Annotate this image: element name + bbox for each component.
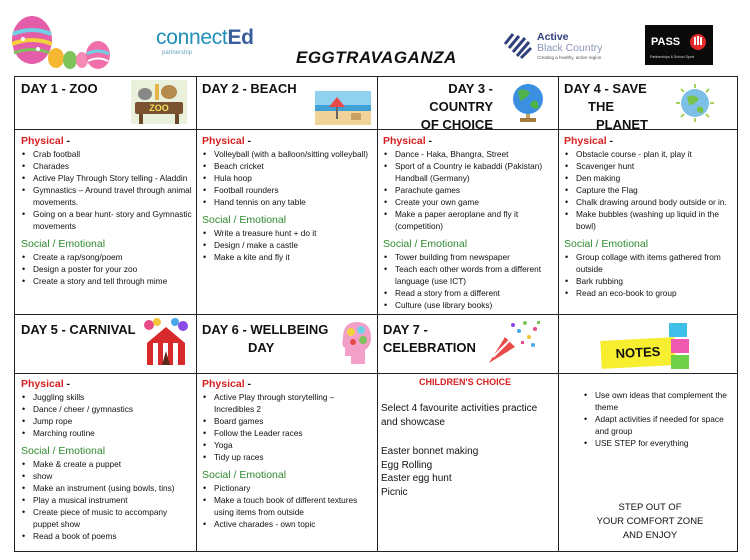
sticky-note-pink bbox=[671, 339, 689, 353]
day-2-activities bbox=[202, 135, 374, 263]
social-heading: Social / Emotional bbox=[21, 238, 106, 250]
social-item: • Play a musical instrument bbox=[21, 494, 193, 506]
physical-heading: Physical - bbox=[202, 378, 252, 390]
physical-item: • Crab football bbox=[21, 148, 193, 160]
celebration-activity: Picnic bbox=[381, 486, 408, 498]
pass-hand-icon bbox=[689, 33, 707, 51]
physical-item: • Tidy up races bbox=[202, 451, 374, 463]
physical-item: • Beach cricket bbox=[202, 160, 374, 172]
social-item: • Design / make a castle bbox=[202, 239, 374, 251]
day-6-activities bbox=[202, 378, 374, 530]
social-item: • Tower building from newspaper bbox=[383, 251, 555, 263]
social-item: • Make an instrument (using bowls, tins) bbox=[21, 482, 193, 494]
physical-item: • Marching routine bbox=[21, 427, 193, 439]
col-divider bbox=[377, 77, 378, 551]
abc-stripes-icon bbox=[503, 30, 533, 60]
social-list bbox=[202, 482, 374, 530]
social-item: • Create a rap/song/poem bbox=[21, 251, 193, 263]
notes-item: • USE STEP for everything bbox=[583, 437, 735, 449]
party-popper-icon bbox=[485, 317, 545, 367]
social-list bbox=[564, 251, 736, 299]
day-4-activities bbox=[564, 135, 736, 299]
social-list bbox=[21, 251, 193, 287]
physical-item: • Capture the Flag bbox=[564, 184, 736, 196]
physical-item: • Dance - Haka, Bhangra, Street bbox=[383, 148, 555, 160]
physical-item: • Juggling skills bbox=[21, 391, 193, 403]
physical-heading: Physical - bbox=[564, 135, 614, 147]
easter-eggs-logo bbox=[8, 14, 112, 70]
social-heading: Social / Emotional bbox=[383, 238, 468, 250]
sticky-note-green bbox=[671, 355, 689, 369]
social-heading: Social / Emotional bbox=[202, 469, 287, 481]
zoo-sign-icon bbox=[131, 80, 187, 124]
social-item: • Active charades - own topic bbox=[202, 518, 374, 530]
row-divider bbox=[15, 373, 737, 374]
social-item: • show bbox=[21, 470, 193, 482]
celebration-activity: Easter egg hunt bbox=[381, 473, 452, 484]
physical-list bbox=[564, 148, 736, 232]
day-7-intro: Select 4 favourite activities practice and showcase bbox=[381, 403, 538, 428]
save-planet-icon bbox=[675, 83, 715, 123]
social-item: • Read a story from a different bbox=[383, 287, 555, 299]
physical-list bbox=[21, 391, 193, 439]
social-item: • Teach each other words from a different language (use ICT) bbox=[383, 263, 555, 287]
notes-list bbox=[583, 389, 735, 449]
day-7-extras bbox=[381, 445, 553, 499]
day-5-title: DAY 5 - CARNIVAL bbox=[21, 322, 136, 337]
day-1-title: DAY 1 - ZOO bbox=[21, 81, 98, 96]
physical-item: • Chalk drawing around body outside or in. bbox=[564, 196, 736, 208]
day-1-activities bbox=[21, 135, 193, 287]
day-5-activities bbox=[21, 378, 193, 542]
physical-item: • Obstacle course - plan it, play it bbox=[564, 148, 736, 160]
physical-item: • Active Play through storytelling – Incredibles 2 bbox=[202, 391, 374, 415]
physical-heading: Physical - bbox=[202, 135, 252, 147]
physical-item: • Hand tennis on any table bbox=[202, 196, 374, 208]
celebration-activity: Easter bonnet making bbox=[381, 446, 479, 457]
notes-label: NOTES bbox=[615, 343, 661, 362]
physical-item: • Sport of a Country ie kabaddi (Pakistan) Handball (Germany) bbox=[383, 160, 555, 184]
social-item: • Read a book of poems bbox=[21, 530, 193, 542]
day-3-activities bbox=[383, 135, 555, 311]
zoo-sign-text: ZOO bbox=[149, 103, 169, 113]
childrens-choice-heading: CHILDREN'S CHOICE bbox=[419, 377, 512, 387]
physical-item: • Board games bbox=[202, 415, 374, 427]
social-item: • Create piece of music to accompany puppet show bbox=[21, 506, 193, 530]
header bbox=[0, 0, 750, 76]
social-item: • Make a kite and fly it bbox=[202, 251, 374, 263]
physical-list bbox=[202, 148, 374, 208]
social-list bbox=[21, 458, 193, 542]
social-item: • Bark rubbing bbox=[564, 275, 736, 287]
physical-item: • Den making bbox=[564, 172, 736, 184]
social-heading: Social / Emotional bbox=[21, 445, 106, 457]
day-6-title: DAY 6 - WELLBEING DAY bbox=[202, 322, 329, 355]
physical-item: • Make bubbles (washing up liquid in the bowl) bbox=[564, 208, 736, 232]
closing-line: AND ENJOY bbox=[622, 530, 678, 541]
physical-item: • Volleyball (with a balloon/sitting volleyball) bbox=[202, 148, 374, 160]
beach-icon bbox=[315, 91, 371, 125]
physical-item: • Make a paper aeroplane and fly it (competition) bbox=[383, 208, 555, 232]
day-7-title: DAY 7 - CELEBRATION bbox=[383, 322, 476, 355]
page-title: EGGTRAVAGANZA bbox=[296, 48, 457, 67]
physical-item: • Going on a bear hunt- story and Gymnastic movements bbox=[21, 208, 193, 232]
social-list bbox=[383, 251, 555, 311]
circus-tent-icon bbox=[141, 317, 191, 369]
social-item: • Create a story and tell through mime bbox=[21, 275, 193, 287]
physical-item: • Football rounders bbox=[202, 184, 374, 196]
physical-list bbox=[383, 148, 555, 232]
social-item: • Group collage with items gathered from outside bbox=[564, 251, 736, 275]
active-black-country-logo: Active Black Country Creating a healthy, active region bbox=[503, 30, 621, 66]
social-item: • Make a touch book of different textures using items from outside bbox=[202, 494, 374, 518]
physical-item: • Scavenger hunt bbox=[564, 160, 736, 172]
physical-item: • Gymnastics – Around travel through animal movements. bbox=[21, 184, 193, 208]
notes-content bbox=[583, 389, 735, 449]
physical-item: • Create your own game bbox=[383, 196, 555, 208]
physical-item: • Hula hoop bbox=[202, 172, 374, 184]
globe-icon bbox=[508, 81, 548, 123]
physical-item: • Dance / cheer / gymnastics bbox=[21, 403, 193, 415]
physical-list bbox=[202, 391, 374, 463]
activity-grid bbox=[14, 76, 738, 552]
col-divider bbox=[196, 77, 197, 551]
physical-item: • Active Play Through Story telling - Aladdin bbox=[21, 172, 193, 184]
social-heading: Social / Emotional bbox=[202, 214, 287, 226]
physical-list bbox=[21, 148, 193, 232]
physical-heading: Physical - bbox=[383, 135, 433, 147]
pass-logo: PASS Partnerships & School Sport bbox=[645, 25, 713, 65]
social-list bbox=[202, 227, 374, 263]
notes-item: • Use own ideas that complement the theme bbox=[583, 389, 735, 413]
col-divider bbox=[558, 77, 559, 551]
closing-line: YOUR COMFORT ZONE bbox=[596, 516, 704, 527]
celebration-activity: Egg Rolling bbox=[381, 459, 433, 471]
social-item: • Write a treasure hunt + do it bbox=[202, 227, 374, 239]
wellbeing-head-icon bbox=[337, 320, 373, 366]
physical-heading: Physical - bbox=[21, 135, 71, 147]
social-item: • Design a poster for your zoo bbox=[21, 263, 193, 275]
physical-item: • Charades bbox=[21, 160, 193, 172]
physical-item: • Yoga bbox=[202, 439, 374, 451]
day-2-title: DAY 2 - BEACH bbox=[202, 81, 297, 96]
social-item: • Pictionary bbox=[202, 482, 374, 494]
physical-item: • Jump rope bbox=[21, 415, 193, 427]
notes-sticky bbox=[600, 337, 675, 369]
physical-item: • Follow the Leader races bbox=[202, 427, 374, 439]
day-4-title: DAY 4 - SAVE THE PLANET bbox=[564, 81, 648, 132]
physical-heading: Physical - bbox=[21, 378, 71, 390]
day-3-title: DAY 3 - COUNTRY OF CHOICE bbox=[420, 81, 493, 132]
connected-partnership-logo: connectEd partnership bbox=[156, 26, 254, 56]
social-item: • Culture (use library books) bbox=[383, 299, 555, 311]
physical-item: • Parachute games bbox=[383, 184, 555, 196]
notes-closing bbox=[575, 501, 725, 543]
social-item: • Make & create a puppet bbox=[21, 458, 193, 470]
social-heading: Social / Emotional bbox=[564, 238, 649, 250]
sticky-note-blue bbox=[669, 323, 687, 337]
social-item: • Read an eco-book to group bbox=[564, 287, 736, 299]
row-divider bbox=[15, 314, 737, 315]
closing-line: STEP OUT OF bbox=[618, 502, 682, 513]
notes-item: • Adapt activities if needed for space and group bbox=[583, 413, 735, 437]
